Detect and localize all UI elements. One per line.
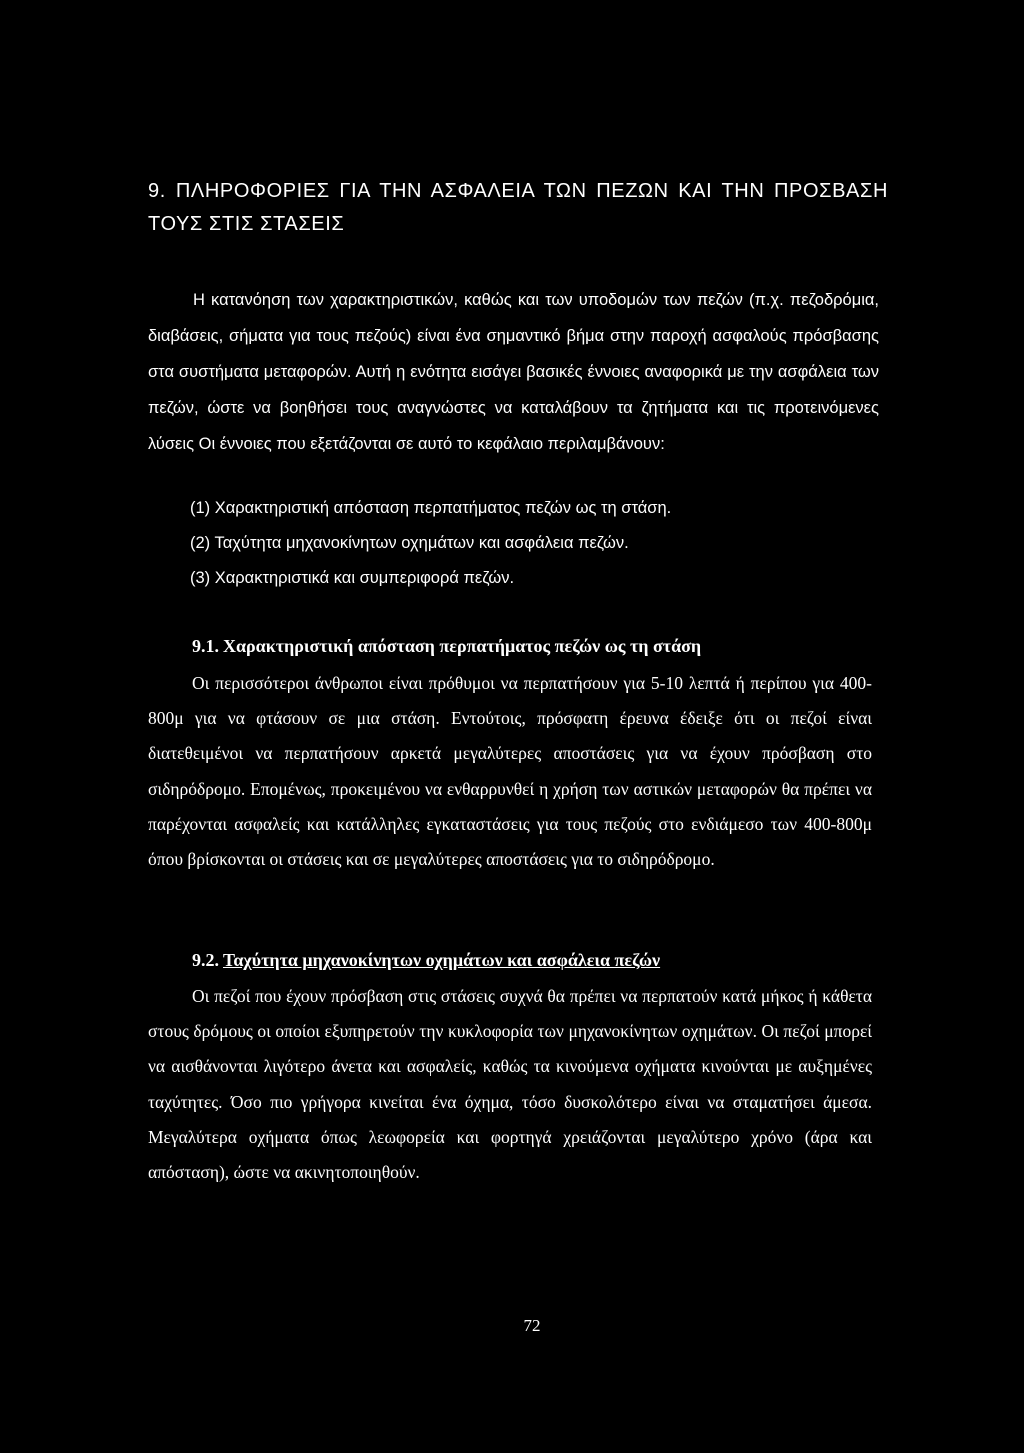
section-heading-9-2 (192, 946, 660, 974)
chapter-title-text: ΠΛΗΡΟΦΟΡΙΕΣ ΓΙΑ ΤΗΝ ΑΣΦΑΛΕΙΑ ΤΩΝ ΠΕΖΩΝ ΚΑΙ ΤΗΝ ΠΡΟΣΒΑΣΗ ΤΟΥΣ ΣΤΙΣ ΣΤΑΣΕΙΣ (148, 180, 888, 235)
chapter-title (148, 175, 888, 241)
section-number: 9.1. (192, 636, 219, 656)
section-title: Χαρακτηριστική απόσταση περπατήματος πεζών ως τη στάση (223, 636, 702, 656)
list-item: (3) Χαρακτηριστικά και συμπεριφορά πεζών. (190, 569, 515, 587)
chapter-number: 9. (148, 180, 166, 202)
section-heading-9-1 (192, 632, 701, 660)
section-9-1-paragraph: Οι περισσότεροι άνθρωποι είναι πρόθυμοι να περπατήσουν για 5-10 λεπτά ή περίπου για 400-800μ για να φτάσουν σε μια στάση. Εντούτοις, πρόσφατη έρευνα έδειξε ότι οι πεζοί είναι διατεθειμένοι να περπατήσουν αρκετά μεγαλύτερες αποστάσεις για να έχουν πρόσβαση στο σιδηρόδρομο. Επομένως, προκειμένου να ενθαρρυνθεί η χρήση των αστικών μεταφορών θα πρέπει να παρέχονται ασφαλείς και κατάλληλες εγκαταστάσεις για τους πεζούς στο ενδιάμεσο των 400-800μ όπου βρίσκονται οι στάσεις και σε μεγαλύτερες αποστάσεις για το σιδηρόδρομο. (148, 673, 872, 870)
list-item: (2) Ταχύτητα μηχανοκίνητων οχημάτων και ασφάλεια πεζών. (190, 534, 629, 552)
page-number: 72 (523, 1316, 541, 1335)
section-9-2-paragraph: Οι πεζοί που έχουν πρόσβαση στις στάσεις συχνά θα πρέπει να περπατούν κατά μήκος ή κάθετα στους δρόμους οι οποίοι εξυπηρετούν την κυκλοφορία των μηχανοκίνητων οχημάτων. Οι πεζοί μπορεί να αισθάνονται λιγότερο άνετα και ασφαλείς, καθώς τα κινούμενα οχήματα κινούνται με αυξημένες ταχύτητες. Όσο πιο γρήγορα κινείται ένα όχημα, τόσο δυσκολότερο είναι να σταματήσει άμεσα. Μεγαλύτερα οχήματα όπως λεωφορεία και φορτηγά χρειάζονται μεγαλύτερο χρόνο (άρα και απόσταση), ώστε να ακινητοποιηθούν. (148, 986, 872, 1183)
concepts-list (190, 491, 671, 596)
section-title: Ταχύτητα μηχανοκίνητων οχημάτων και ασφάλεια πεζών (223, 950, 661, 970)
intro-paragraph: Η κατανόηση των χαρακτηριστικών, καθώς και των υποδομών των πεζών (π.χ. πεζοδρόμια, διαβάσεις, σήματα για τους πεζούς) είναι ένα σημαντικό βήμα στην παροχή ασφαλούς πρόσβασης στα συστήματα μεταφορών. Αυτή η ενότητα εισάγει βασικές έννοιες αναφορικά με την ασφάλεια των πεζών, ώστε να βοηθήσει τους αναγνώστες να καταλάβουν τα ζητήματα και τις προτεινόμενες λύσεις Οι έννοιες που εξετάζονται σε αυτό το κεφάλαιο περιλαμβάνουν: (148, 291, 879, 453)
list-item: (1) Χαρακτηριστική απόσταση περπατήματος πεζών ως τη στάση. (190, 499, 672, 517)
section-number: 9.2. (192, 950, 219, 970)
